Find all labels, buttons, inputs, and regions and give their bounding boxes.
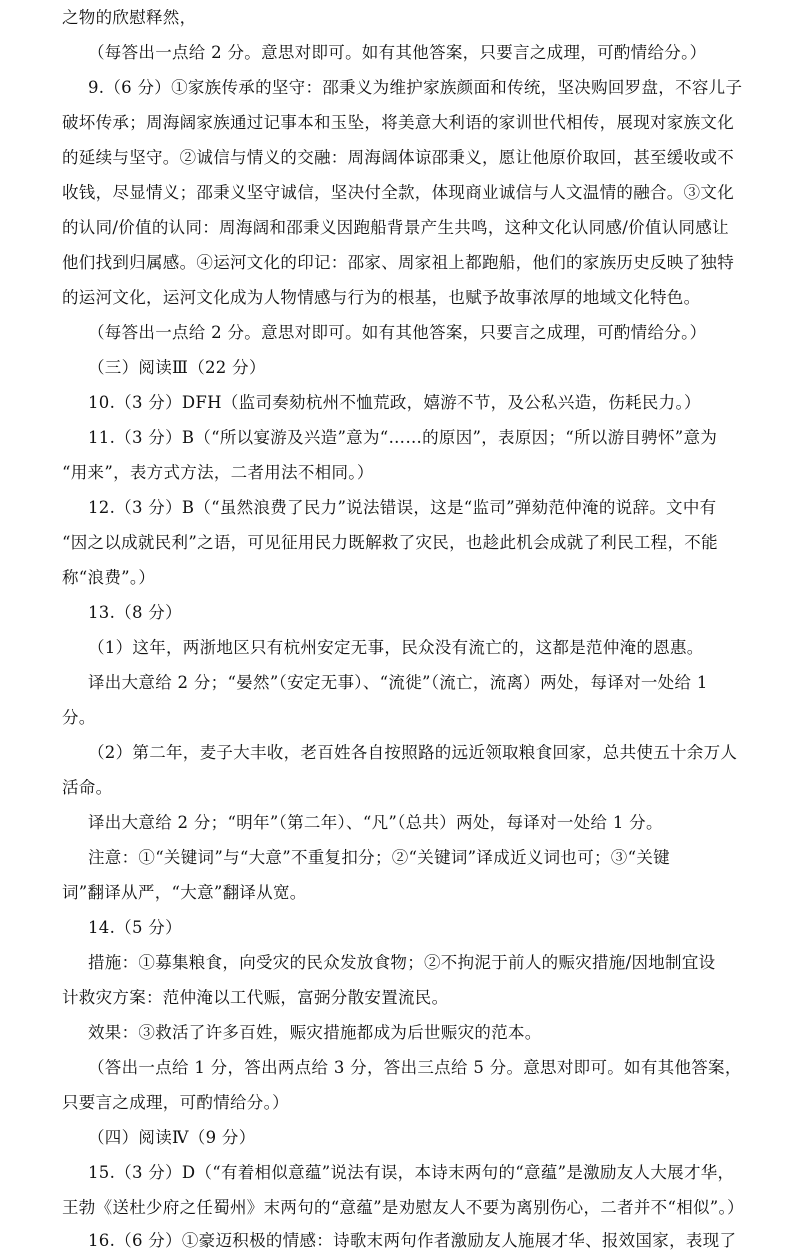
text-line: 王勃《送杜少府之任蜀州》末两句的“意蕴”是劝慰友人不要为离别伤心，二者并不“相似”。） — [62, 1198, 744, 1217]
text-line: “用来”，表方式方法，二者用法不相同。） — [62, 463, 374, 482]
text-line: 10.（3 分）DFH（监司奏劾杭州不恤荒政，嬉游不节，及公私兴造，伤耗民力。） — [88, 393, 701, 412]
text-line: （每答出一点给 2 分。意思对即可。如有其他答案，只要言之成理，可酌情给分。） — [88, 323, 707, 342]
text-line: 9.（6 分）①家族传承的坚守：邵秉义为维护家族颜面和传统，坚决购回罗盘，不容儿子 — [88, 78, 743, 97]
text-line: 的认同/价值的认同：周海阔和邵秉义因跑船背景产生共鸣，这种文化认同感/价值认同感让 — [62, 218, 729, 237]
text-line: 收钱，尽显情义；邵秉义坚守诚信，坚决付全款，体现商业诚信与人文温情的融合。③文化 — [62, 183, 734, 202]
text-line: 13.（8 分） — [88, 603, 182, 622]
text-line: 称“浪费”。） — [62, 568, 156, 587]
text-line: 译出大意给 2 分；“明年”（第二年）、“凡”（总共）两处，每译对一处给 1 分。 — [88, 813, 663, 832]
text-line: 之物的欣慰释然， — [62, 8, 197, 27]
text-line: （答出一点给 1 分，答出两点给 3 分，答出三点给 5 分。意思对即可。如有其他答案， — [88, 1058, 742, 1077]
text-line: 破坏传承；周海阔家族通过记事本和玉坠，将美意大利语的家训世代相传，展现对家族文化 — [62, 113, 734, 132]
section-heading: （四）阅读Ⅳ（9 分） — [88, 1128, 256, 1147]
text-line: 计救灾方案：范仲淹以工代赈，富弼分散安置流民。 — [62, 988, 449, 1007]
text-line: 活命。 — [62, 778, 113, 797]
text-line: 14.（5 分） — [88, 918, 182, 937]
text-line: 他们找到归属感。④运河文化的印记：邵家、周家祖上都跑船，他们的家族历史反映了独特 — [62, 253, 734, 272]
text-line: 的运河文化，运河文化成为人物情感与行为的根基，也赋予故事浓厚的地域文化特色。 — [62, 288, 701, 307]
text-line: 注意：①“关键词”与“大意”不重复扣分；②“关键词”译成近义词也可；③“关键 — [88, 848, 670, 867]
text-line: （1）这年，两浙地区只有杭州安定无事，民众没有流亡的，这都是范仲淹的恩惠。 — [88, 638, 704, 657]
text-line: 分。 — [62, 708, 96, 727]
text-line: 15.（3 分）D（“有着相似意蕴”说法有误，本诗末两句的“意蕴”是激励友人大展才华， — [88, 1163, 735, 1182]
text-line: 译出大意给 2 分；“晏然”（安定无事）、“流徙”（流亡，流离）两处，每译对一处给 1 — [88, 673, 708, 692]
text-line: 的延续与坚守。②诚信与情义的交融：周海阔体谅邵秉义，愿让他原价取回，甚至缓收或不 — [62, 148, 734, 167]
text-line: （每答出一点给 2 分。意思对即可。如有其他答案，只要言之成理，可酌情给分。） — [88, 43, 707, 62]
text-line: （2）第二年，麦子大丰收，老百姓各自按照路的远近领取粮食回家，总共使五十余万人 — [88, 743, 738, 762]
text-line: “因之以成就民利”之语，可见征用民力既解救了灾民，也趁此机会成就了利民工程，不能 — [62, 533, 718, 552]
text-line: 只要言之成理，可酌情给分。） — [62, 1093, 289, 1112]
text-line: 词”翻译从严，“大意”翻译从宽。 — [62, 883, 307, 902]
text-line: 效果：③救活了许多百姓，赈灾措施都成为后世赈灾的范本。 — [88, 1023, 542, 1042]
text-line: 措施：①募集粮食，向受灾的民众发放食物；②不拘泥于前人的赈灾措施/因地制宜设 — [88, 953, 716, 972]
text-line: 12.（3 分）B（“虽然浪费了民力”说法错误，这是“监司”弹劾范仲淹的说辞。文中有 — [88, 498, 717, 517]
section-heading: （三）阅读Ⅲ（22 分） — [88, 358, 266, 377]
text-line: 16.（6 分）①豪迈积极的情感：诗歌末两句作者激励友人施展才华、报效国家，表现了 — [88, 1231, 737, 1250]
text-line: 11.（3 分）B（“所以宴游及兴造”意为“……的原因”，表原因；“所以游目骋怀”意为 — [88, 428, 718, 447]
